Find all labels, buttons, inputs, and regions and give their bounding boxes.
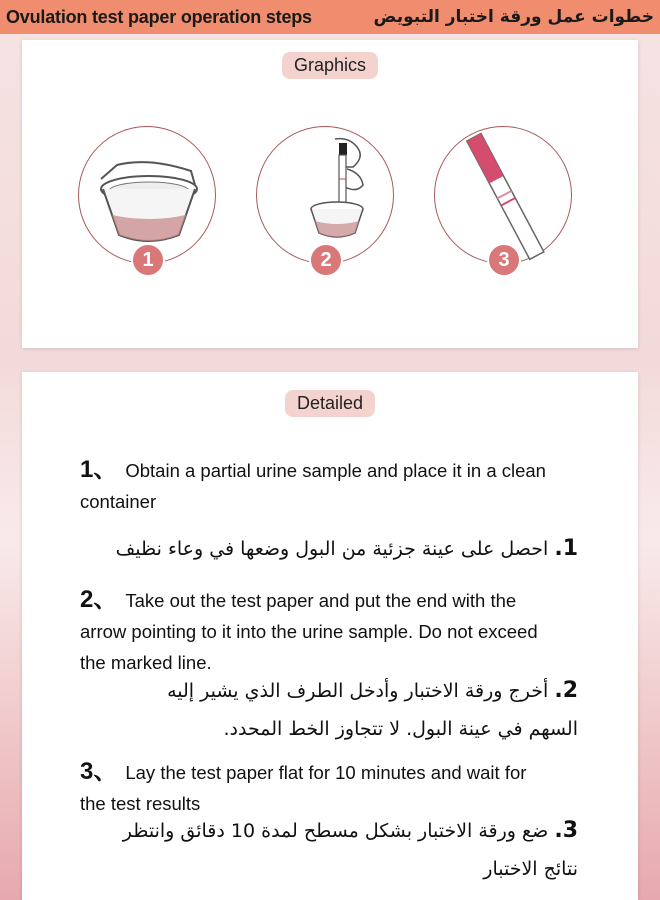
step-3-arabic-text: ضع ورقة الاختبار بشكل مسطح لمدة 10 دقائق وانتظر نتائج الاختبار — [122, 820, 578, 880]
step-1-english-text: Obtain a partial urine sample and place it in a clean container — [80, 460, 546, 512]
graphics-card — [22, 40, 638, 348]
title-english: Ovulation test paper operation steps — [6, 6, 312, 27]
detailed-card — [22, 372, 638, 900]
step-2-english — [80, 584, 550, 678]
step-2-arabic-number: 2. — [554, 678, 578, 703]
step-1-arabic-number: 1. — [554, 536, 578, 561]
step-1-arabic — [58, 530, 578, 568]
header-bar — [0, 0, 660, 34]
step-1-badge: 1 — [131, 243, 165, 277]
step-2-english-text: Take out the test paper and put the end with the arrow pointing to it into the urine sample. Do not exceed the marked line. — [80, 590, 538, 673]
step-3-badge: 3 — [487, 243, 521, 277]
graphics-label: Graphics — [282, 52, 378, 79]
step-3-arabic — [108, 812, 578, 888]
title-arabic: خطوات عمل ورقة اختبار التبويض — [373, 7, 654, 27]
step-1-number: 1、 — [80, 456, 118, 483]
step-1-english — [80, 454, 550, 517]
step-2-illustration — [256, 126, 394, 271]
step-3-arabic-number: 3. — [554, 818, 578, 843]
detailed-label: Detailed — [285, 390, 375, 417]
step-3-english-text: Lay the test paper flat for 10 minutes and wait for the test results — [80, 762, 527, 814]
step-2-badge: 2 — [309, 243, 343, 277]
step-1-illustration — [78, 126, 216, 271]
step-2-arabic — [118, 672, 578, 748]
step-2-arabic-text: أخرج ورقة الاختبار وأدخل الطرف الذي يشير إليه السهم في عينة البول. لا تتجاوز الخط المحدد. — [167, 680, 578, 740]
step-3-illustration — [434, 126, 572, 271]
step-2-number: 2、 — [80, 586, 118, 613]
step-3-english — [80, 756, 550, 819]
step-3-number: 3、 — [80, 758, 118, 785]
step-1-arabic-text: احصل على عينة جزئية من البول وضعها في وعاء نظيف — [115, 538, 549, 560]
